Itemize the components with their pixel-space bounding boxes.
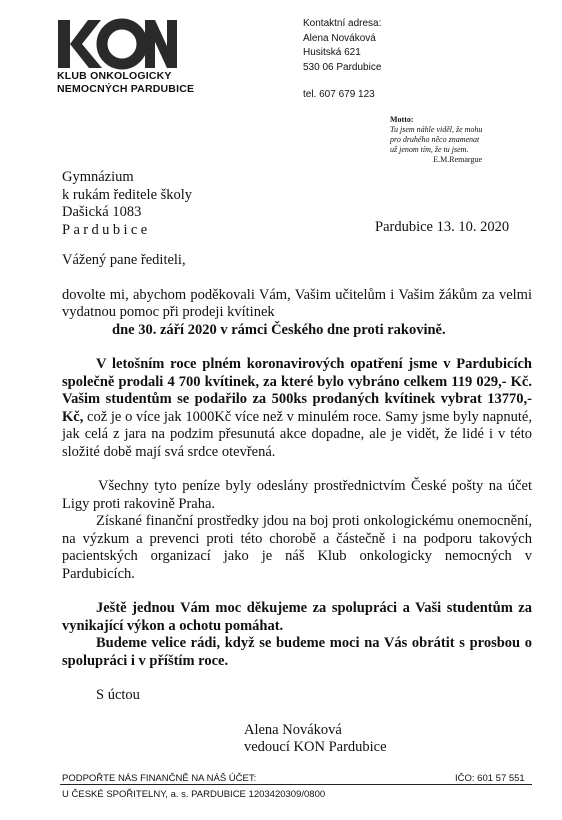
- signer-title: vedoucí KON Pardubice: [244, 739, 387, 755]
- paragraph-funds: Získané finanční prostředky jdou na boj proti onkologickému onemocnění, na výzkum a prevenci proti této chorobě a částečně i na podporu takových pacientských organizací jako je náš Klub onkologicky nemocných v Pardubicích.: [62, 513, 532, 582]
- recipient-line: Dašická 1083: [62, 204, 142, 220]
- paragraph-results: [62, 356, 532, 461]
- paragraph-thanks-again: Ještě jednou Vám moc děkujeme za spolupráci a Vaši studentům za vynikající výkon a ochotu pomáhat.: [62, 600, 532, 634]
- recipient-line: k rukám ředitele školy: [62, 186, 193, 203]
- motto-line: Tu jsem náhle viděl, že mohu: [390, 125, 483, 134]
- organization-name: [57, 70, 194, 96]
- org-name-line2: NEMOCNÝCH PARDUBICE: [57, 83, 195, 95]
- paragraph-transfer: Všechny tyto peníze byly odeslány prostřednictvím České pošty na účet Ligy proti rakovině Praha.: [62, 478, 532, 512]
- motto-line: pro druhého něco znamenat: [390, 135, 480, 144]
- footer-support: PODPOŘTE NÁS FINANČNĚ NA NÁŠ ÚČET:: [62, 773, 257, 784]
- motto: [390, 115, 520, 165]
- recipient-address: [62, 169, 192, 239]
- paragraph-future: Budeme velice rádi, když se budeme moci na Vás obrátit s prosbou o spolupráci i v příštím roce.: [62, 635, 532, 669]
- paragraph-thanks-text: dovolte mi, abychom poděkovali Vám, Vašim učitelům i Vašim žákům za velmi vydatnou pomoc při prodeji kvítinek: [62, 286, 532, 320]
- signer-name: Alena Nováková: [244, 721, 342, 738]
- contact-street: Husitská 621: [303, 47, 361, 59]
- footer-divider: [60, 784, 532, 785]
- paragraph-results-bold: V letošním roce plném koronavirových opatření jsme v Pardubicích společně prodali 4 700 kvítinek, za které bylo vybráno celkem 119 029,- Kč. Vašim studentům se podařilo za 500ks prodaných kvítinek vybrat 13770,- Kč,: [62, 356, 532, 425]
- motto-author: E.M.Remargue: [433, 155, 482, 164]
- recipient-city: Pardubice: [62, 221, 151, 238]
- paragraph-thanks: [62, 287, 532, 322]
- contact-address: [303, 17, 381, 103]
- letter-body: [62, 252, 532, 757]
- kon-logo: [58, 18, 178, 70]
- contact-city: 530 06 Pardubice: [303, 61, 382, 73]
- letter-date: Pardubice 13. 10. 2020: [375, 219, 510, 235]
- contact-name: Alena Nováková: [303, 32, 376, 44]
- footer-ico: IČO: 601 57 551: [455, 773, 525, 784]
- closing: S úctou: [96, 687, 140, 703]
- kon-logo-graphic: [58, 18, 178, 70]
- recipient-line: Gymnázium: [62, 169, 134, 185]
- paragraph-results-rest: což je o více jak 1000Kč více než v minulém roce. Samy jsme byly napnuté, jak celá z jara na podzim přesunutá akce dopadne, ale je vidět, že lidé i v této složité době mají svá srdce otevřená.: [62, 408, 532, 460]
- motto-label: Motto:: [390, 115, 414, 124]
- salutation: Vážený pane řediteli,: [62, 252, 186, 268]
- org-name-line1: KLUB ONKOLOGICKY: [57, 70, 172, 82]
- contact-heading: Kontaktní adresa:: [303, 18, 382, 29]
- paragraph-thanks-date: dne 30. září 2020 v rámci Českého dne proti rakovině.: [112, 321, 446, 338]
- contact-phone: tel. 607 679 123: [303, 89, 375, 101]
- motto-line: už jenom tím, že tu jsem.: [390, 145, 469, 154]
- footer-bank-account: U ČESKÉ SPOŘITELNY, a. s. PARDUBICE 1203420309/0800: [62, 789, 326, 800]
